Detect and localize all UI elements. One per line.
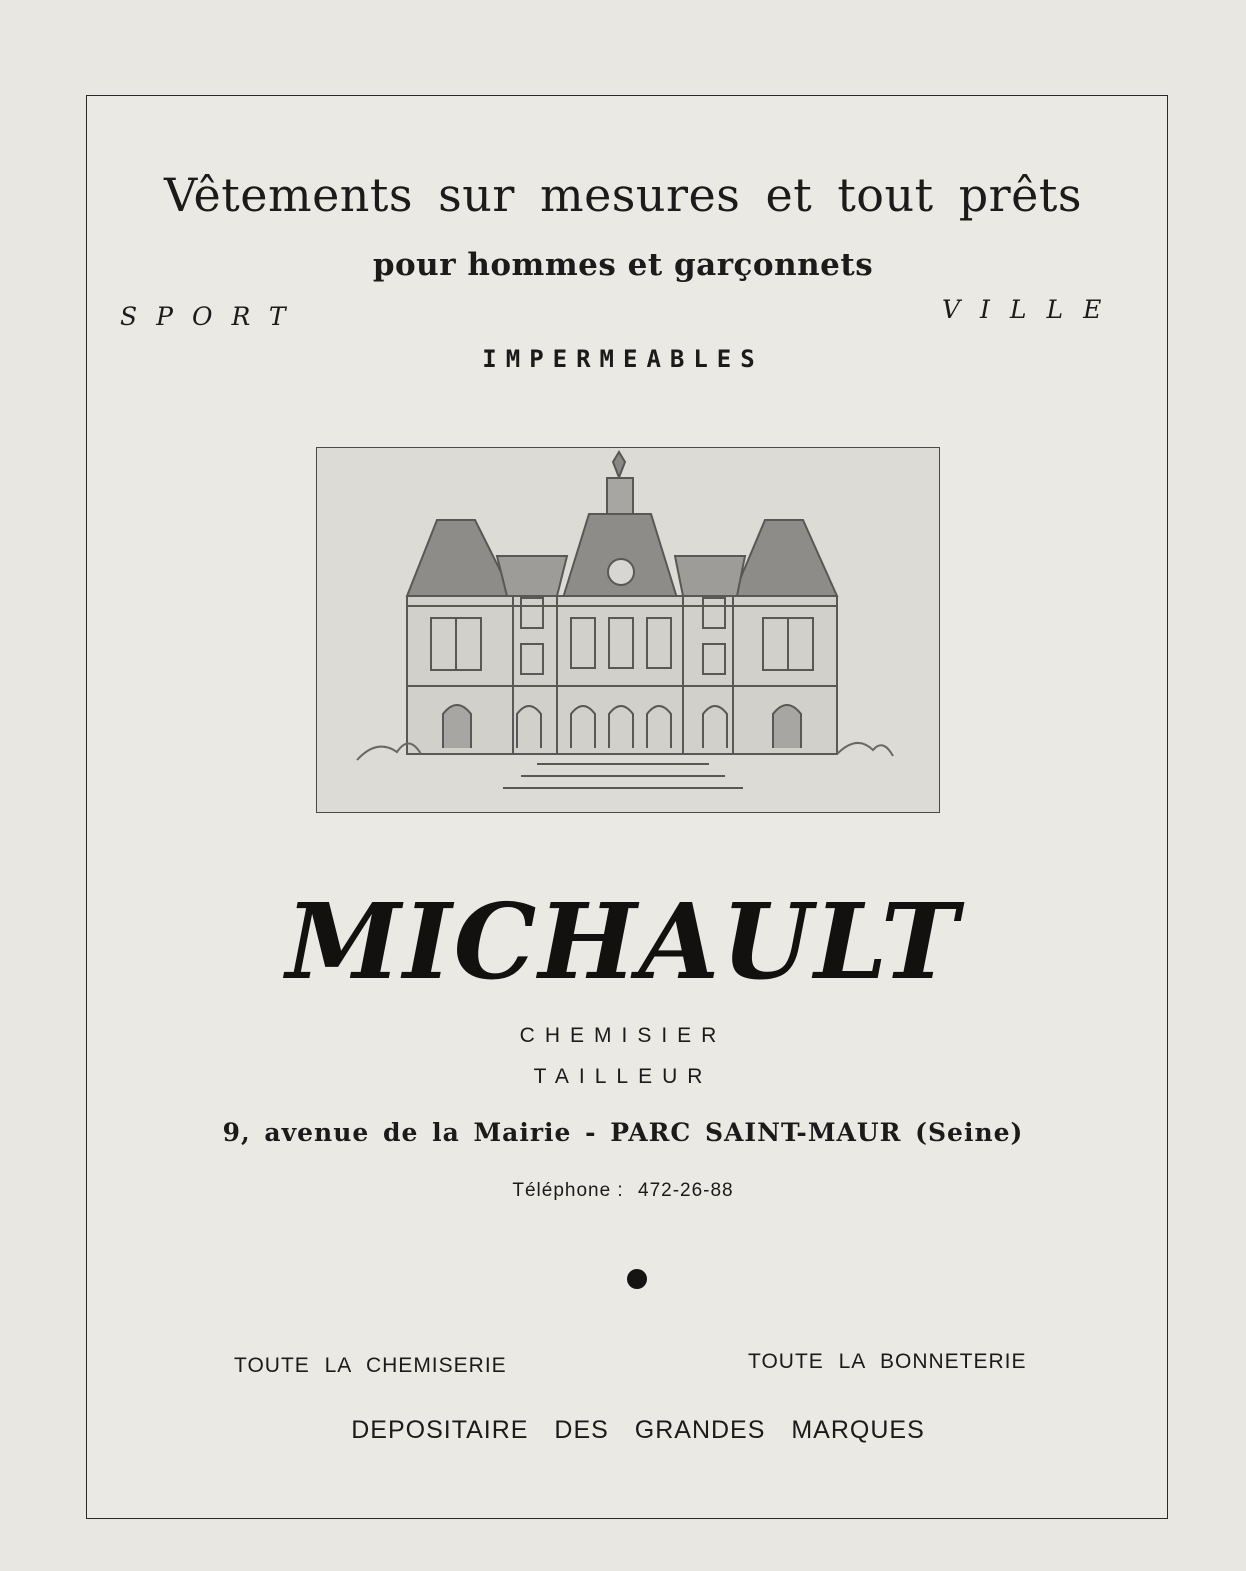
phone-number: 472-26-88 <box>638 1180 734 1201</box>
brand-name: MICHAULT <box>285 880 961 1003</box>
headline: Vêtements sur mesures et tout prêts <box>164 168 1082 222</box>
phone-line <box>0 1180 1246 1202</box>
building-illustration <box>316 447 940 813</box>
role-chemisier: CHEMISIER <box>519 1024 727 1047</box>
category-impermeables: IMPERMEABLES <box>482 345 764 373</box>
address: 9, avenue de la Mairie - PARC SAINT-MAUR (Seine) <box>222 1118 1024 1147</box>
bullet-dot <box>627 1269 647 1289</box>
phone-label: Téléphone : <box>512 1180 624 1201</box>
category-sport: SPORT <box>120 302 305 331</box>
role-tailleur: TAILLEUR <box>533 1065 713 1088</box>
category-ville: VILLE <box>942 295 1122 324</box>
footer-chemiserie: TOUTE LA CHEMISERIE <box>234 1354 507 1377</box>
footer-bonneterie: TOUTE LA BONNETERIE <box>748 1350 1027 1373</box>
subheadline: pour hommes et garçonnets <box>372 247 874 283</box>
footer-depositaire: DEPOSITAIRE DES GRANDES MARQUES <box>351 1416 925 1444</box>
